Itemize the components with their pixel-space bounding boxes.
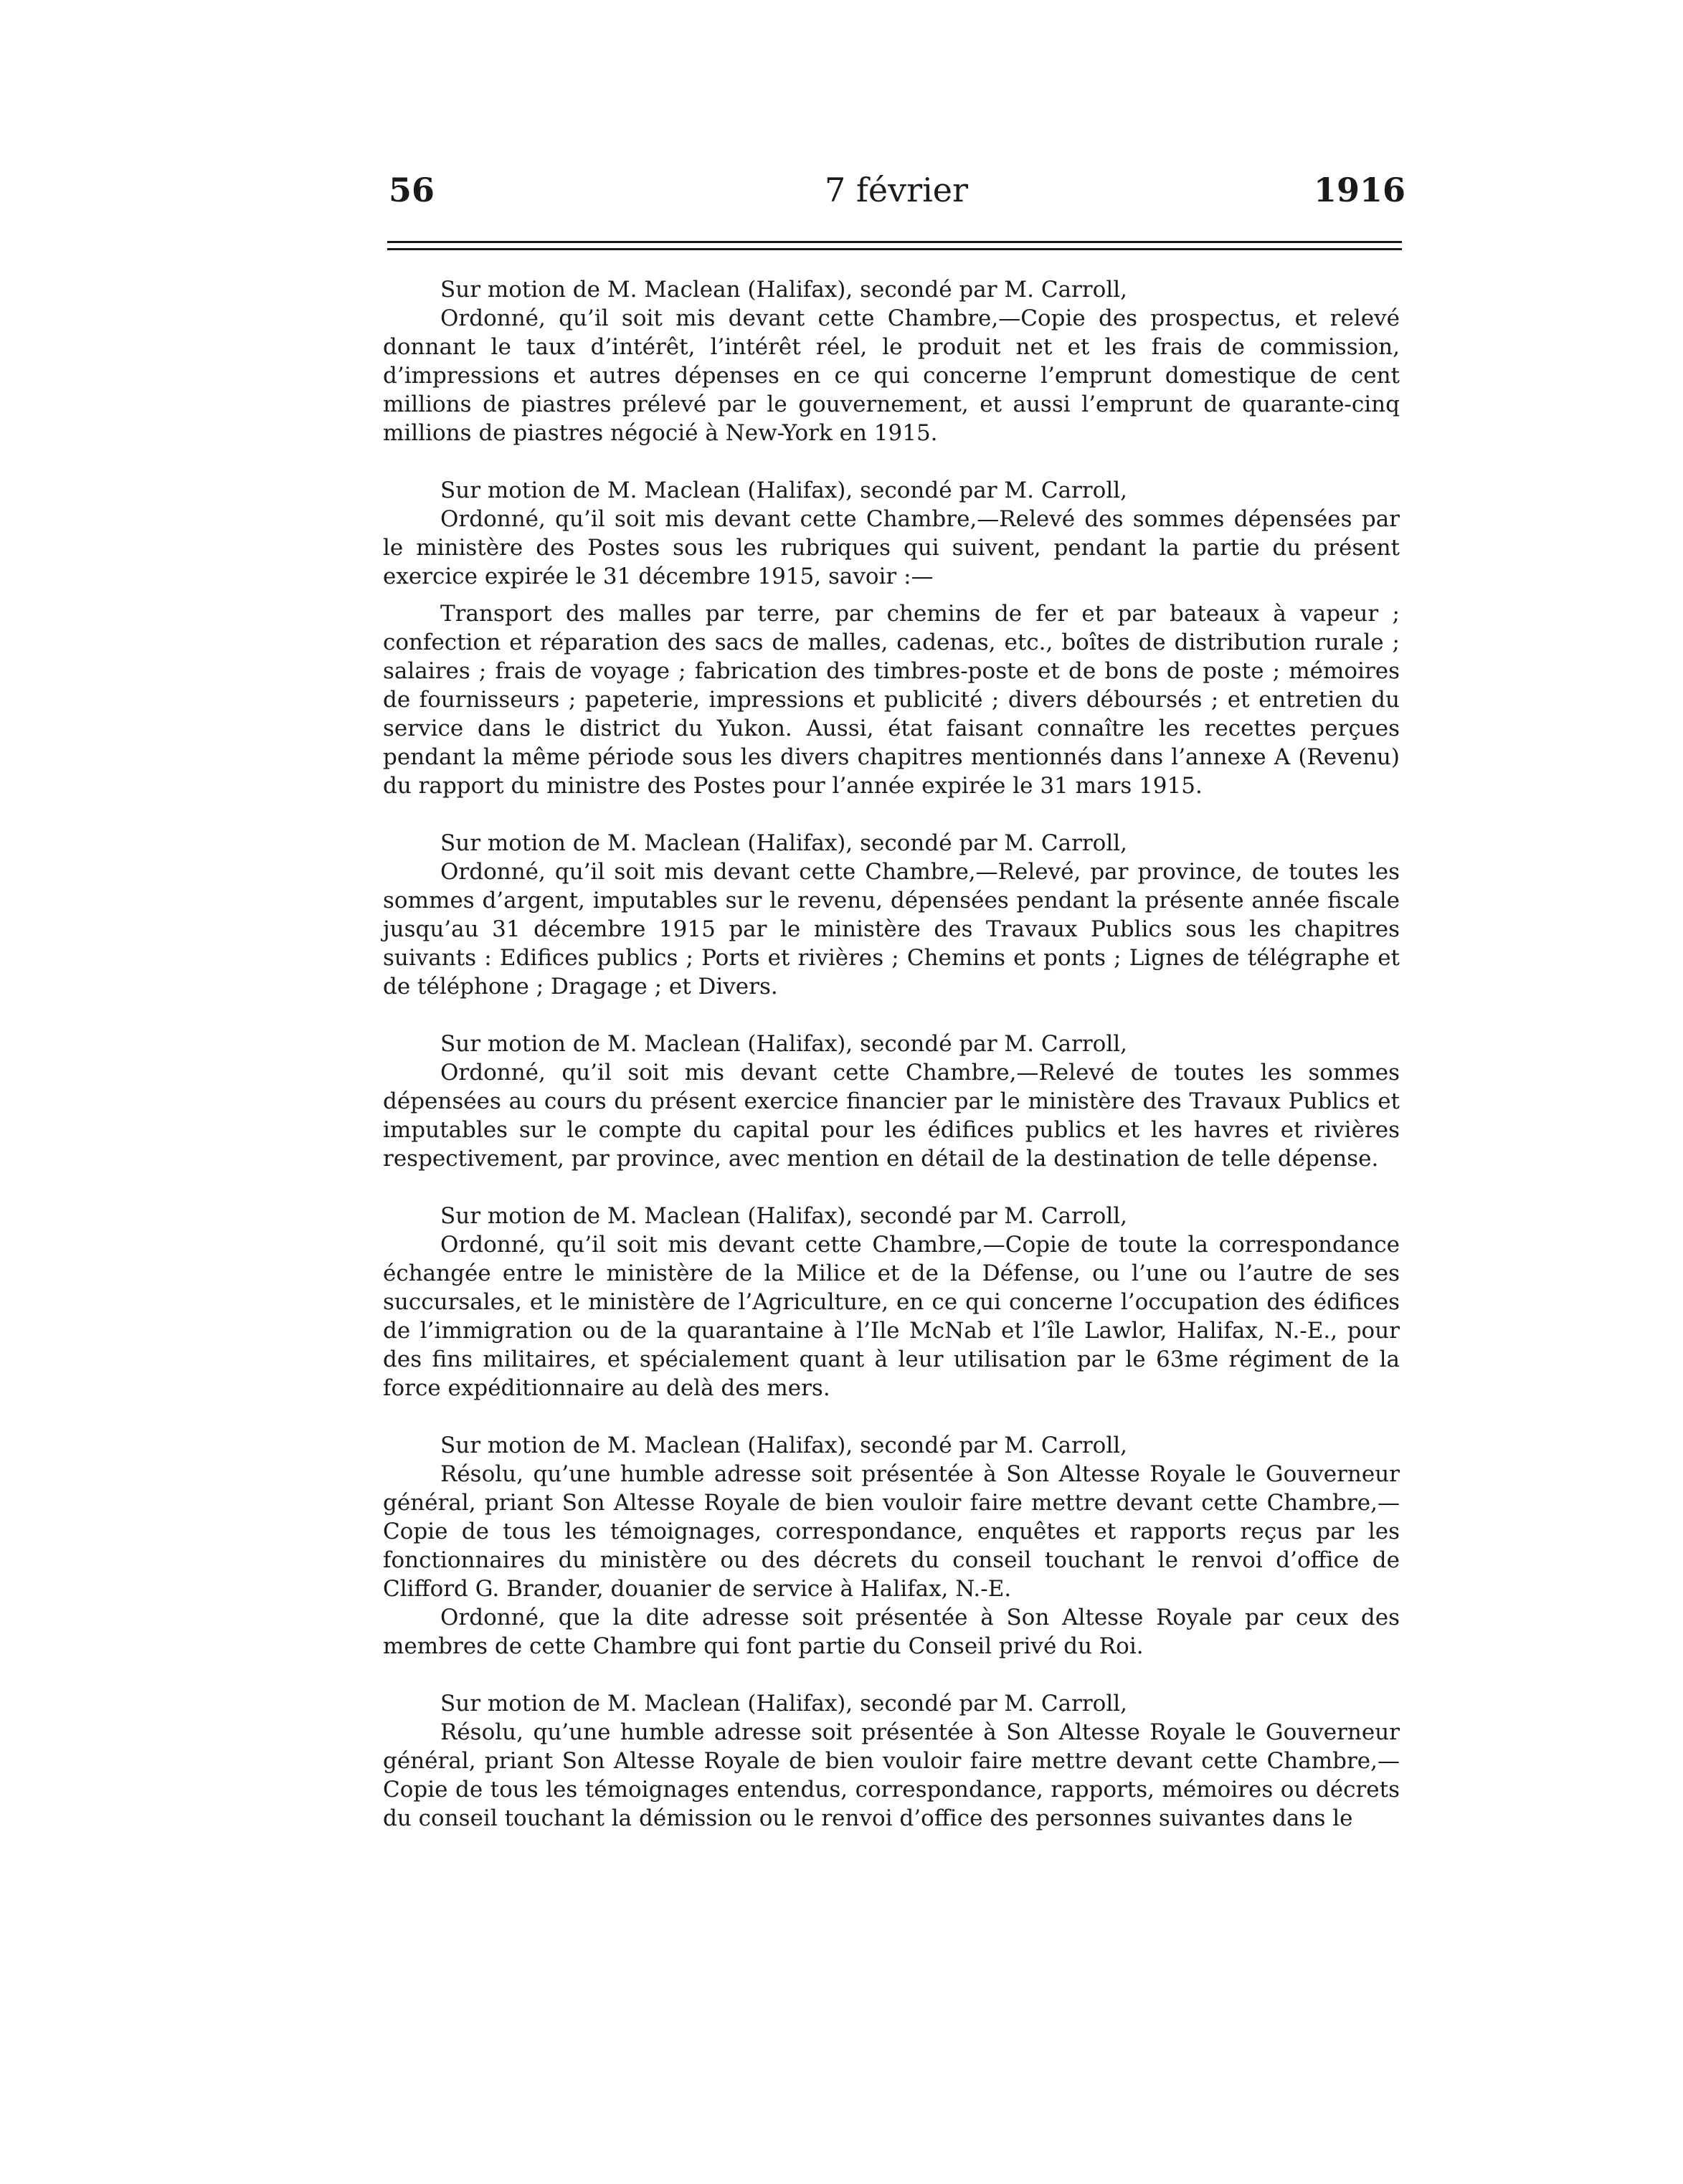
- motion-entry: [383, 829, 1400, 1001]
- motion-paragraph: Ordonné, qu’il soit mis devant cette Chambre,—Relevé, par province, de toutes les sommes d’argent, imputables sur le revenu, dépensées pendant la présente année fiscale jusqu’au 31 décembre 1915 par le ministère des Travaux Publics sous les chapitres suivants : Edifices publics ; Ports et rivières ; Chemins et ponts ; Lignes de télégraphe et de téléphone ; Dragage ; et Divers.: [383, 859, 1400, 1000]
- motion-mover: Sur motion de M. Maclean (Halifax), secondé par M. Carroll,: [440, 277, 1128, 303]
- motion-mover: Sur motion de M. Maclean (Halifax), secondé par M. Carroll,: [440, 1433, 1128, 1458]
- motion-paragraph: Ordonné, qu’il soit mis devant cette Chambre,—Relevé des sommes dépensées par le ministère des Postes sous les rubriques qui suivent, pendant la partie du présent exercice expirée le 31 décembre 1915, savoir :—: [383, 506, 1400, 589]
- motion-mover: Sur motion de M. Maclean (Halifax), secondé par M. Carroll,: [440, 830, 1128, 856]
- motion-entry: [383, 1030, 1400, 1173]
- motion-entry: [383, 1431, 1400, 1661]
- motion-paragraph: Transport des malles par terre, par chemins de fer et par bateaux à vapeur ; confection et réparation des sacs de malles, cadenas, etc., boîtes de distribution rurale ; salaires ; frais de voyage ; fabrication des timbres-poste et de bons de poste ; mémoires de fournisseurs ; papeterie, impressions et publicité ; divers déboursés ; et entretien du service dans le district du Yukon. Aussi, état faisant connaître les recettes perçues pendant la même période sous les divers chapitres mentionnés dans l’annexe A (Revenu) du rapport du ministre des Postes pour l’année expirée le 31 mars 1915.: [383, 601, 1400, 799]
- motion-entry: [383, 1689, 1400, 1833]
- motion-mover: Sur motion de M. Maclean (Halifax), secondé par M. Carroll,: [440, 478, 1128, 503]
- motion-paragraph: Ordonné, qu’il soit mis devant cette Chambre,—Copie des prospectus, et relevé donnant le taux d’intérêt, l’intérêt réel, le produit net et les frais de commission, d’impressions et autres dépenses en ce qui concerne l’emprunt domestique de cent millions de piastres prélevé par le gouvernement, et aussi l’emprunt de quarante-cinq millions de piastres négocié à New-York en 1915.: [383, 305, 1400, 446]
- motion-paragraph: Ordonné, que la dite adresse soit présentée à Son Altesse Royale par ceux des membres de cette Chambre qui font partie du Conseil privé du Roi.: [383, 1605, 1400, 1659]
- motion-paragraph: Ordonné, qu’il soit mis devant cette Chambre,—Copie de toute la correspondance échangée entre le ministère de la Milice et de la Défense, ou l’une ou l’autre de ses succursales, et le ministère de l’Agriculture, en ce qui concerne l’occupation des édifices de l’immigration ou de la quarantaine à l’Ile McNab et l’île Lawlor, Halifax, N.-E., pour des fins militaires, et spécialement quant à leur utilisation par le 63me régiment de la force expéditionnaire au delà des mers.: [383, 1232, 1400, 1401]
- motion-entry: [383, 476, 1400, 800]
- motion-mover: Sur motion de M. Maclean (Halifax), secondé par M. Carroll,: [440, 1691, 1128, 1717]
- header-rule-bottom: [387, 248, 1402, 250]
- motion-paragraph: Résolu, qu’une humble adresse soit présentée à Son Altesse Royale le Gouverneur général, priant Son Altesse Royale de bien vouloir faire mettre devant cette Chambre,—Copie de tous les témoignages, correspondance, enquêtes et rapports reçus par les fonctionnaires du ministère ou des décrets du conseil touchant le renvoi d’office de Clifford G. Brander, douanier de service à Halifax, N.-E.: [383, 1461, 1400, 1602]
- motion-mover: Sur motion de M. Maclean (Halifax), secondé par M. Carroll,: [440, 1203, 1128, 1229]
- motion-mover: Sur motion de M. Maclean (Halifax), secondé par M. Carroll,: [440, 1031, 1128, 1057]
- page-header: [387, 171, 1405, 221]
- motion-paragraph: Résolu, qu’une humble adresse soit présentée à Son Altesse Royale le Gouverneur général, priant Son Altesse Royale de bien vouloir faire mettre devant cette Chambre,—Copie de tous les témoignages entendus, correspondance, rapports, mémoires ou décrets du conseil touchant la démission ou le renvoi d’office des personnes suivantes dans le: [383, 1719, 1400, 1831]
- header-rule-top: [387, 241, 1402, 243]
- document-body: [383, 275, 1400, 1861]
- motion-entry: [383, 275, 1400, 447]
- page-date: 7 février: [824, 171, 969, 209]
- page-number: 56: [389, 171, 435, 209]
- page-year: 1916: [1313, 171, 1405, 209]
- motion-paragraph: Ordonné, qu’il soit mis devant cette Chambre,—Relevé de toutes les sommes dépensées au cours du présent exercice financier par le ministère des Travaux Publics et imputables sur le compte du capital pour les édifices publics et les havres et rivières respectivement, par province, avec mention en détail de la destination de telle dépense.: [383, 1060, 1400, 1172]
- motion-entry: [383, 1202, 1400, 1402]
